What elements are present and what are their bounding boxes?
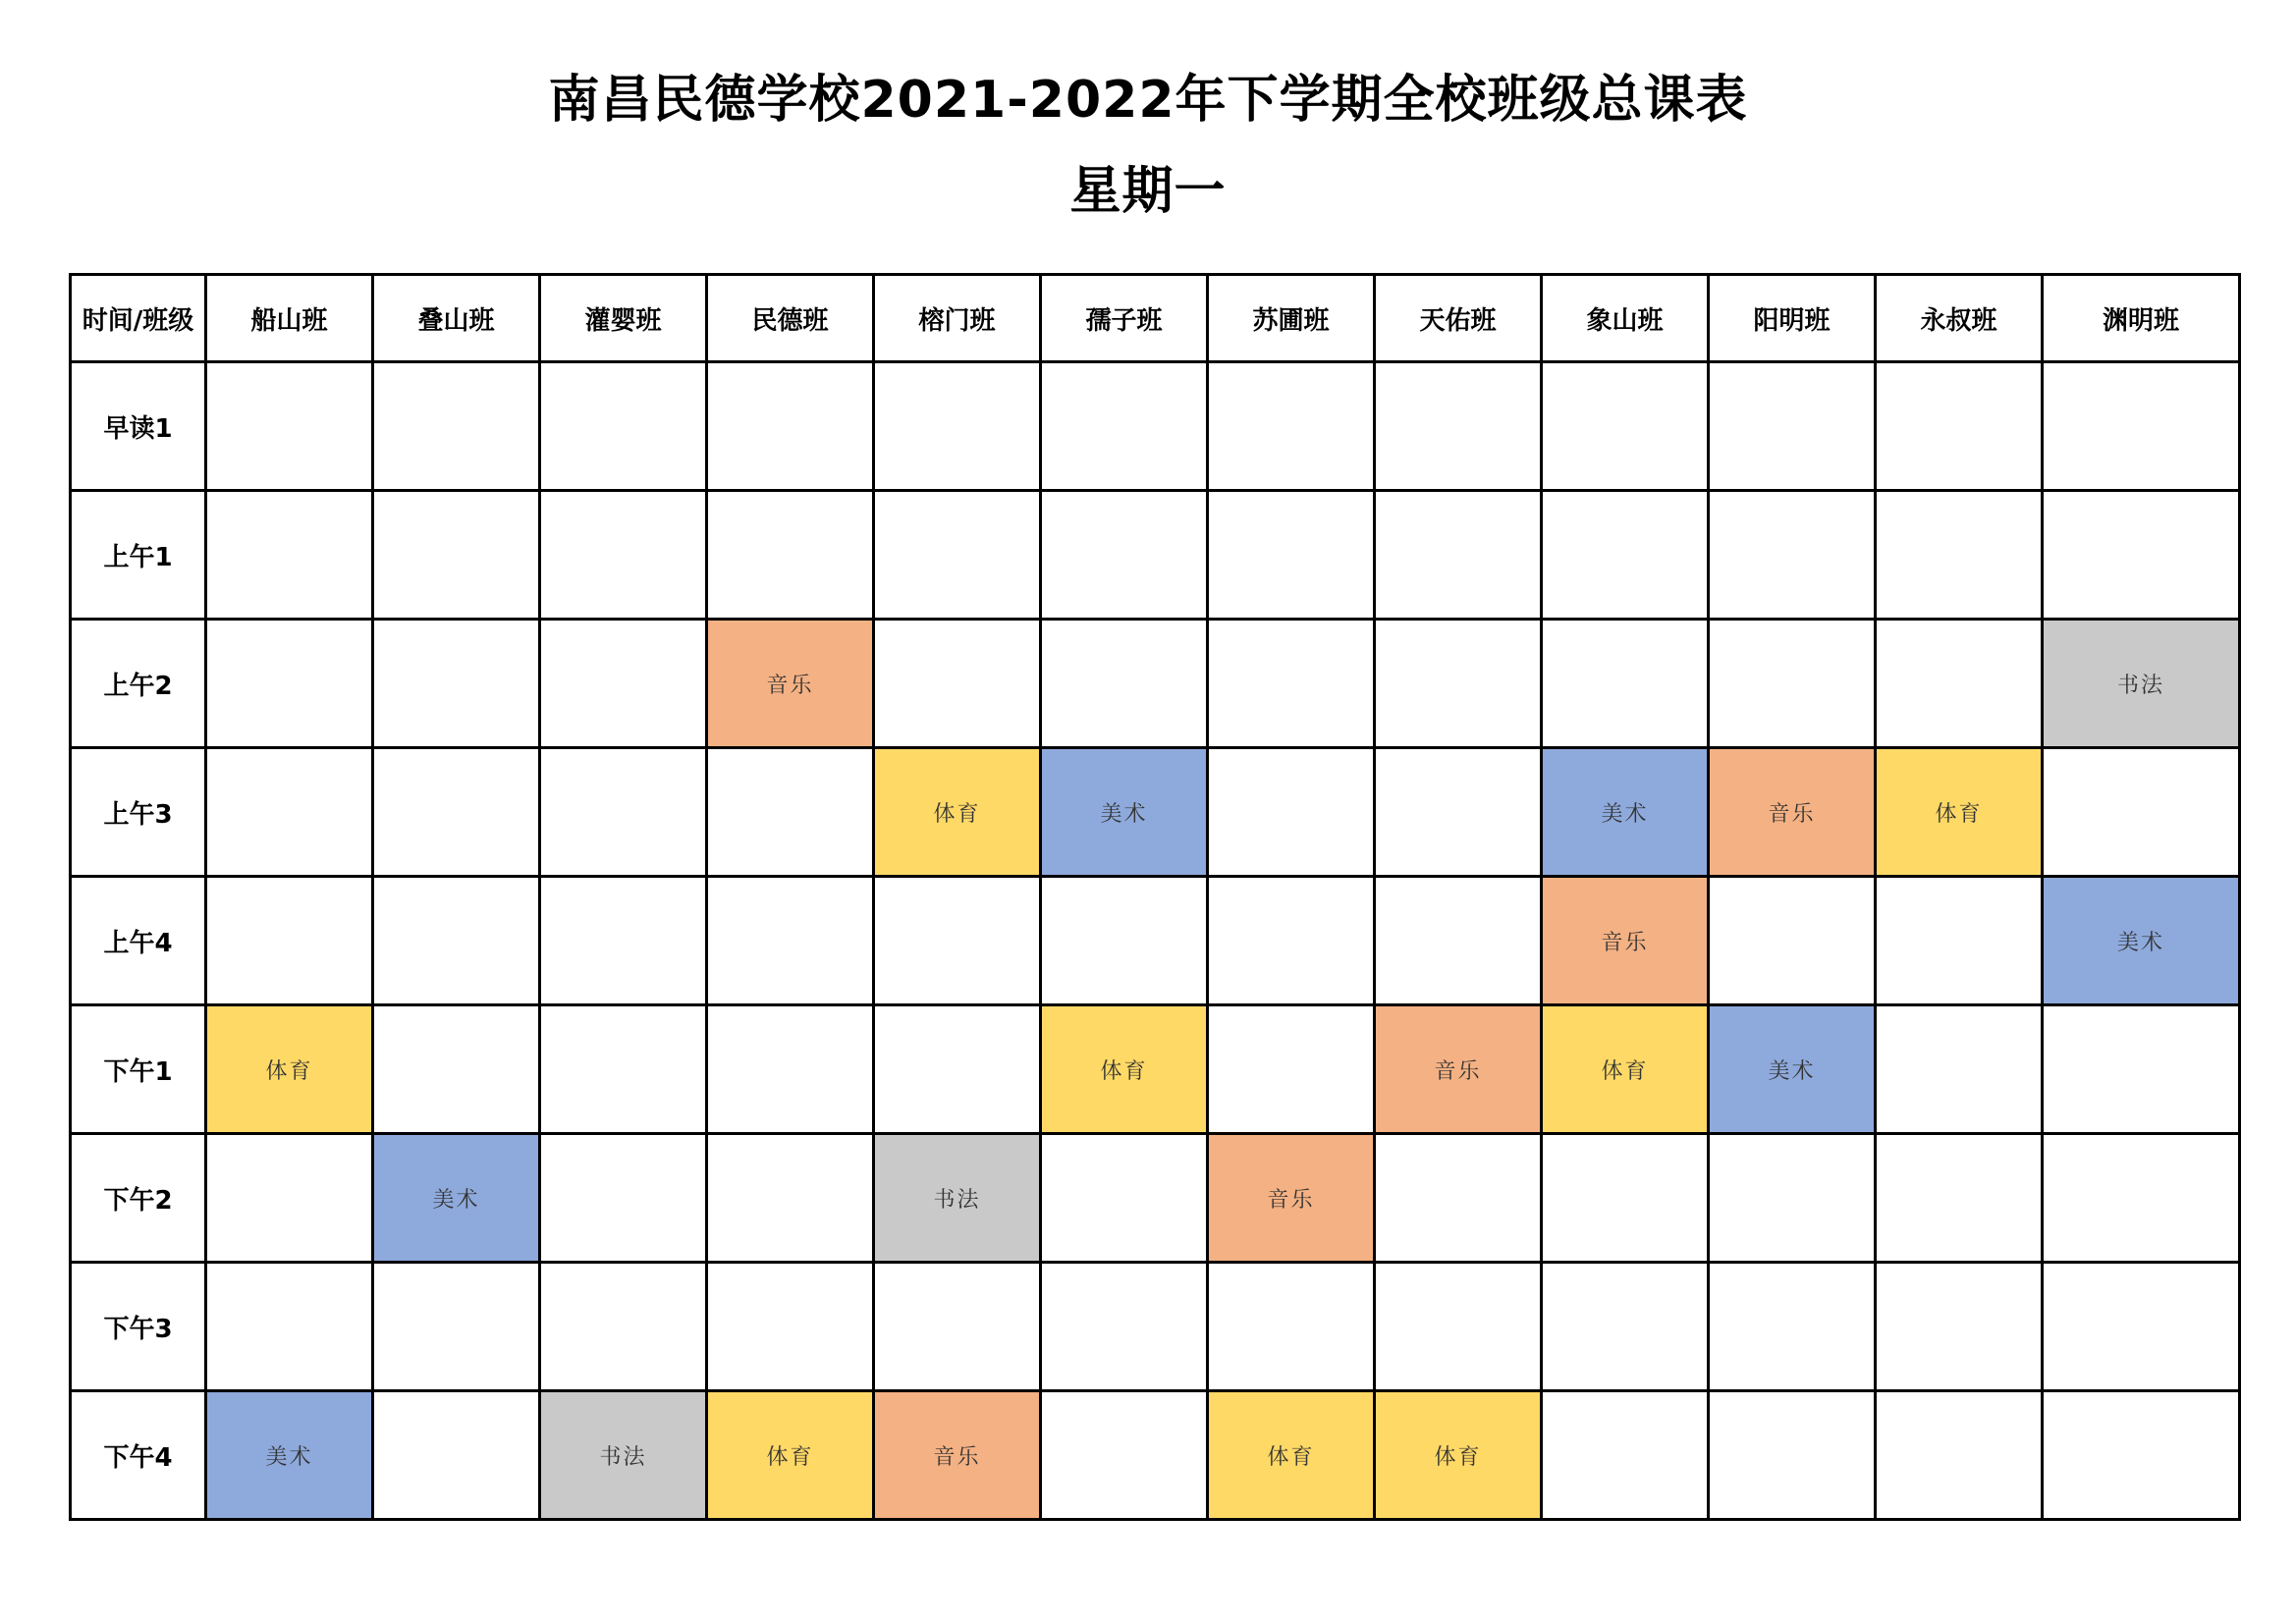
schedule-cell xyxy=(1709,1391,1876,1520)
schedule-cell xyxy=(2043,1005,2240,1134)
table-row xyxy=(71,877,2240,1005)
schedule-cell xyxy=(206,620,373,748)
schedule-cell xyxy=(1876,1005,2043,1134)
schedule-cell xyxy=(206,748,373,877)
schedule-cell xyxy=(707,1263,874,1391)
schedule-cell xyxy=(540,1005,707,1134)
table-row xyxy=(71,620,2240,748)
schedule-cell xyxy=(1876,362,2043,491)
schedule-cell xyxy=(2043,1263,2240,1391)
schedule-cell xyxy=(1041,1263,1208,1391)
period-label: 下午4 xyxy=(71,1391,206,1520)
schedule-cell xyxy=(373,877,540,1005)
schedule-cell xyxy=(874,877,1041,1005)
schedule-cell xyxy=(540,620,707,748)
schedule-cell xyxy=(1041,362,1208,491)
schedule-cell: 音乐 xyxy=(707,620,874,748)
page-title: 南昌民德学校2021-2022年下学期全校班级总课表 xyxy=(548,71,1748,130)
schedule-cell xyxy=(206,491,373,620)
table-row xyxy=(71,1134,2240,1263)
schedule-cell: 美术 xyxy=(2043,877,2240,1005)
schedule-cell: 书法 xyxy=(540,1391,707,1520)
schedule-cell: 体育 xyxy=(874,748,1041,877)
schedule-cell: 体育 xyxy=(1208,1391,1375,1520)
schedule-cell xyxy=(2043,748,2240,877)
schedule-cell xyxy=(540,748,707,877)
schedule-cell xyxy=(707,1134,874,1263)
schedule-cell xyxy=(1876,620,2043,748)
schedule-cell xyxy=(540,1134,707,1263)
period-label: 上午4 xyxy=(71,877,206,1005)
schedule-cell xyxy=(1876,1134,2043,1263)
class-header: 叠山班 xyxy=(373,275,540,362)
schedule-cell: 音乐 xyxy=(1208,1134,1375,1263)
schedule-cell xyxy=(1375,748,1542,877)
schedule-cell xyxy=(707,362,874,491)
schedule-cell: 美术 xyxy=(1041,748,1208,877)
schedule-cell: 音乐 xyxy=(1542,877,1709,1005)
schedule-cell xyxy=(874,1005,1041,1134)
schedule-cell xyxy=(1542,620,1709,748)
schedule-cell xyxy=(540,362,707,491)
schedule-cell xyxy=(1542,1391,1709,1520)
period-label: 上午1 xyxy=(71,491,206,620)
schedule-cell xyxy=(1041,877,1208,1005)
schedule-cell xyxy=(540,491,707,620)
schedule-cell xyxy=(707,877,874,1005)
schedule-cell xyxy=(1208,620,1375,748)
table-row xyxy=(71,1391,2240,1520)
schedule-cell xyxy=(540,1263,707,1391)
schedule-cell xyxy=(206,362,373,491)
schedule-cell: 美术 xyxy=(1709,1005,1876,1134)
period-label: 下午3 xyxy=(71,1263,206,1391)
period-label: 早读1 xyxy=(71,362,206,491)
schedule-cell xyxy=(1876,1391,2043,1520)
class-header: 孺子班 xyxy=(1041,275,1208,362)
schedule-cell xyxy=(1709,491,1876,620)
schedule-cell xyxy=(206,1263,373,1391)
schedule-cell: 体育 xyxy=(707,1391,874,1520)
class-header: 永叔班 xyxy=(1876,275,2043,362)
schedule-cell xyxy=(874,1263,1041,1391)
schedule-cell xyxy=(1375,1263,1542,1391)
corner-header: 时间/班级 xyxy=(71,275,206,362)
class-header: 船山班 xyxy=(206,275,373,362)
schedule-cell xyxy=(707,491,874,620)
schedule-cell xyxy=(540,877,707,1005)
class-header: 渊明班 xyxy=(2043,275,2240,362)
schedule-cell: 体育 xyxy=(1876,748,2043,877)
schedule-cell: 美术 xyxy=(1542,748,1709,877)
schedule-cell xyxy=(1208,877,1375,1005)
schedule-cell: 书法 xyxy=(2043,620,2240,748)
class-header: 榕门班 xyxy=(874,275,1041,362)
schedule-cell: 美术 xyxy=(373,1134,540,1263)
schedule-cell xyxy=(373,1263,540,1391)
schedule-cell xyxy=(2043,362,2240,491)
class-header: 苏圃班 xyxy=(1208,275,1375,362)
schedule-cell xyxy=(874,620,1041,748)
schedule-cell xyxy=(1542,1263,1709,1391)
table-row xyxy=(71,748,2240,877)
schedule-cell xyxy=(874,362,1041,491)
schedule-cell xyxy=(2043,491,2240,620)
schedule-cell xyxy=(1208,1005,1375,1134)
schedule-cell xyxy=(1375,1134,1542,1263)
page-subtitle: 星期一 xyxy=(1069,162,1227,221)
schedule-cell xyxy=(1542,491,1709,620)
table-row xyxy=(71,491,2240,620)
schedule-cell: 体育 xyxy=(206,1005,373,1134)
schedule-cell xyxy=(1375,620,1542,748)
class-header: 阳明班 xyxy=(1709,275,1876,362)
table-row xyxy=(71,362,2240,491)
schedule-cell xyxy=(1208,1263,1375,1391)
class-header: 灌婴班 xyxy=(540,275,707,362)
class-header: 天佑班 xyxy=(1375,275,1542,362)
schedule-cell xyxy=(1041,620,1208,748)
schedule-cell xyxy=(1876,1263,2043,1391)
schedule-cell xyxy=(206,877,373,1005)
schedule-cell xyxy=(1208,748,1375,877)
schedule-cell xyxy=(1709,620,1876,748)
period-label: 下午2 xyxy=(71,1134,206,1263)
schedule-cell xyxy=(373,1391,540,1520)
period-label: 上午2 xyxy=(71,620,206,748)
schedule-body xyxy=(71,275,2240,1520)
schedule-cell xyxy=(373,620,540,748)
period-label: 下午1 xyxy=(71,1005,206,1134)
schedule-cell xyxy=(707,1005,874,1134)
header-row xyxy=(71,275,2240,362)
schedule-cell xyxy=(373,491,540,620)
schedule-cell xyxy=(2043,1134,2240,1263)
schedule-cell xyxy=(373,362,540,491)
schedule-cell xyxy=(874,491,1041,620)
schedule-table xyxy=(69,273,2241,1521)
schedule-cell xyxy=(1375,877,1542,1005)
schedule-cell xyxy=(1542,362,1709,491)
schedule-cell: 体育 xyxy=(1542,1005,1709,1134)
schedule-cell xyxy=(1208,362,1375,491)
schedule-cell: 体育 xyxy=(1041,1005,1208,1134)
class-header: 象山班 xyxy=(1542,275,1709,362)
schedule-cell xyxy=(1375,362,1542,491)
schedule-cell xyxy=(1709,1263,1876,1391)
table-row xyxy=(71,1005,2240,1134)
class-header: 民德班 xyxy=(707,275,874,362)
schedule-cell: 音乐 xyxy=(874,1391,1041,1520)
schedule-cell xyxy=(373,748,540,877)
schedule-cell xyxy=(1709,1134,1876,1263)
schedule-cell xyxy=(1542,1134,1709,1263)
schedule-cell xyxy=(1041,1134,1208,1263)
schedule-cell xyxy=(1709,877,1876,1005)
schedule-cell: 美术 xyxy=(206,1391,373,1520)
schedule-cell xyxy=(1876,877,2043,1005)
schedule-cell xyxy=(1375,491,1542,620)
schedule-cell: 体育 xyxy=(1375,1391,1542,1520)
schedule-cell xyxy=(707,748,874,877)
schedule-cell xyxy=(2043,1391,2240,1520)
schedule-cell xyxy=(1709,362,1876,491)
schedule-cell xyxy=(1041,1391,1208,1520)
schedule-cell: 音乐 xyxy=(1375,1005,1542,1134)
schedule-cell: 音乐 xyxy=(1709,748,1876,877)
schedule-cell xyxy=(206,1134,373,1263)
table-row xyxy=(71,1263,2240,1391)
schedule-cell: 书法 xyxy=(874,1134,1041,1263)
schedule-cell xyxy=(1041,491,1208,620)
period-label: 上午3 xyxy=(71,748,206,877)
schedule-cell xyxy=(1208,491,1375,620)
schedule-cell xyxy=(1876,491,2043,620)
schedule-cell xyxy=(373,1005,540,1134)
